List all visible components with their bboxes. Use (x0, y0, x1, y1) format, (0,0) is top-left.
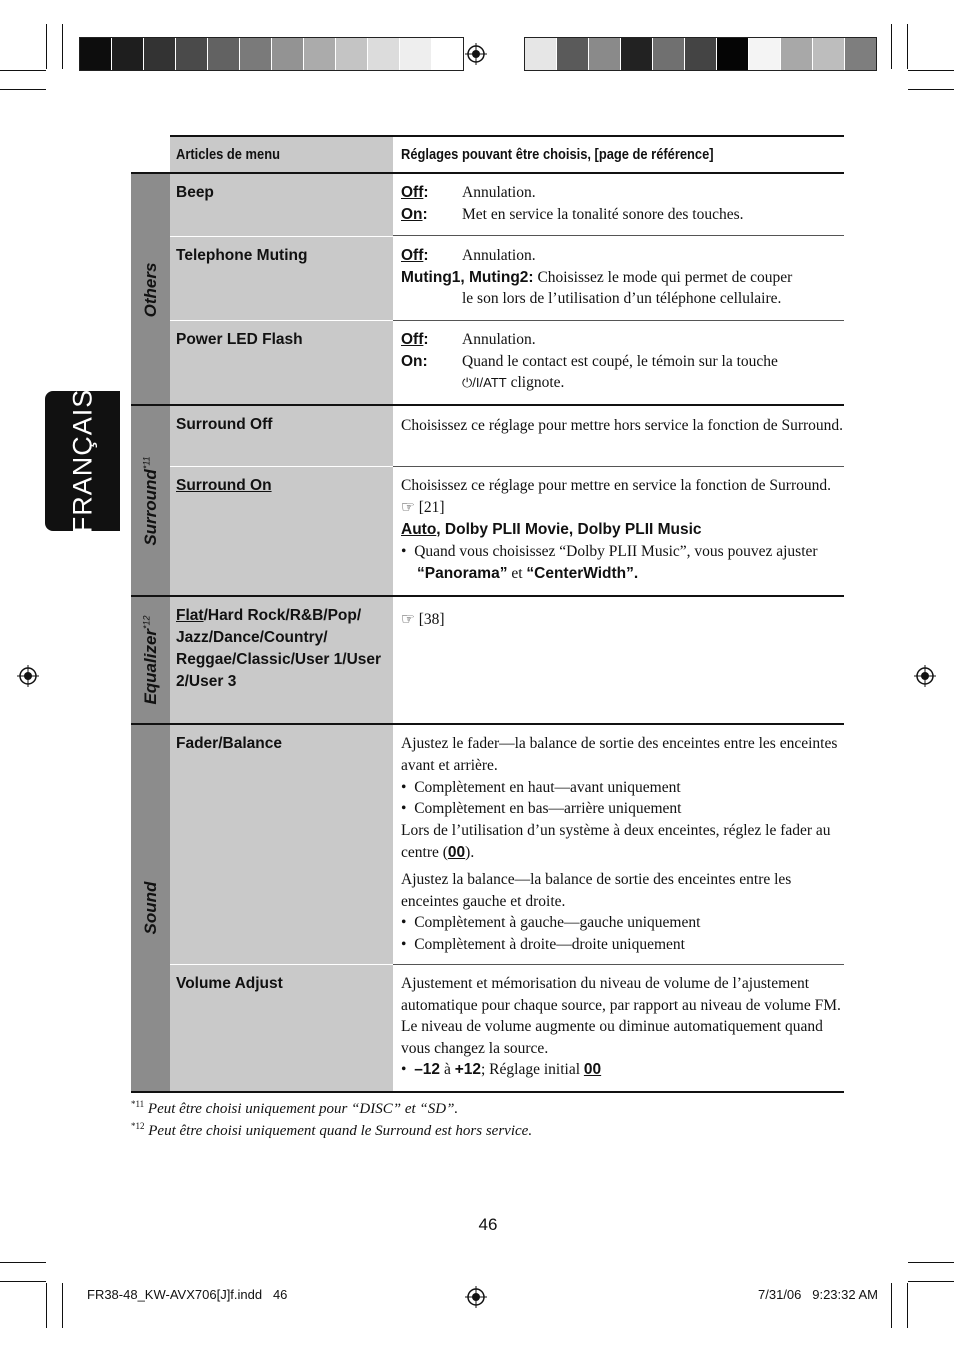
crop-mark (0, 1281, 46, 1282)
crop-mark (0, 70, 46, 71)
language-tab (45, 388, 120, 534)
section-others (131, 174, 170, 405)
section-sound-label: Sound (140, 881, 160, 935)
setting-power-led-flash: Off: Annulation. On: Quand le contact est coupé, le témoin sur la touche ⏻/I/ATT clignote. (401, 331, 778, 391)
section-surround (131, 406, 170, 595)
item-equalizer-presets: Flat/Hard Rock/R&B/Pop/ Jazz/Dance/Country/ Reggae/Classic/User 1/User 2/User 3 (170, 597, 393, 723)
header-settings (393, 137, 844, 172)
crop-mark (907, 24, 908, 69)
setting-fader-balance: Ajustez le fader—la balance de sortie des enceintes entre les enceintes avant et arrière. • Complètement en haut—avant uniquement • Complètement en bas—arrière uniquement Lors de l’utilisation d’un système à deux enceintes, réglez le fader au centre (00). Ajustez la balance—la balance de sortie des enceintes entre les enceintes gauche et droite. • Complètement à gauche—gauche uniquement • Complètement à droite—droite uniquement (401, 735, 838, 954)
setting-beep: Off: Annulation. On: Met en service la tonalité sonore des touches. (401, 184, 744, 223)
section-equalizer (131, 597, 170, 723)
setting-surround-on: Choisissez ce réglage pour mettre en service la fonction de Surround. ☞ [21] Auto, Dolby PLII Movie, Dolby PLII Music • Quand vous choisissez “Dolby PLII Music”, vous pouvez ajuster “Panorama” et “CenterWidth”. (401, 477, 831, 582)
crop-mark (62, 1283, 63, 1328)
power-att-key-icon: ⏻/I/ATT (462, 375, 507, 390)
registration-mark-icon (465, 1286, 487, 1308)
item-volume-adjust: Volume Adjust (170, 965, 393, 1091)
reference-icon: ☞ [21] (401, 499, 445, 516)
item-surround-on: Surround On (170, 467, 393, 595)
table-bottom-rule (131, 1091, 844, 1093)
crop-mark (46, 1283, 47, 1328)
section-surround-label: Surround$^{*11}$ (140, 455, 160, 546)
registration-mark-icon (465, 43, 487, 65)
crop-mark (908, 1262, 954, 1263)
item-beep: Beep (170, 174, 393, 236)
header-items-label: Articles de menu (176, 146, 280, 163)
crop-mark (62, 24, 63, 69)
footnote-11: $^{*11}$ Peut être choisi uniquement pour “DISC” et “SD”. (131, 1099, 459, 1117)
row-separator (393, 235, 844, 236)
setting-surround-off: Choisissez ce réglage pour mettre hors service la fonction de Surround. (401, 417, 844, 434)
crop-mark (0, 89, 46, 90)
slug-date: 7/31/06 9:23:32 AM (758, 1287, 878, 1302)
section-sound (131, 725, 170, 1091)
section-equalizer-label: Equalizer$^{*12}$ (140, 615, 160, 705)
registration-mark-icon (17, 665, 39, 687)
header-settings-label: Réglages pouvant être choisis, [page de référence] (401, 146, 714, 163)
setting-volume-adjust: Ajustement et mémorisation du niveau de volume de l’ajustement automatique pour chaque source, par rapport au niveau de volume FM. Le niveau de volume augmente ou diminue automatiquement quand vous changez la source. • –12 à +12; Réglage initial 00 (401, 975, 841, 1078)
header-items (170, 137, 393, 172)
crop-mark (891, 1283, 892, 1328)
page-number: 46 (478, 1215, 498, 1234)
slug-filename: FR38-48_KW-AVX706[J]f.indd 46 (87, 1287, 288, 1302)
setting-telephone-muting: Off: Annulation. Muting1, Muting2: Choisissez le mode qui permet de couper le son lors de l’utilisation d’un téléphone cellulaire. (401, 247, 793, 307)
section-others-label: Others (140, 262, 160, 317)
crop-mark (907, 1283, 908, 1328)
language-tab-label: FRANÇAIS (67, 388, 97, 534)
footnote-12: $^{*12}$ Peut être choisi uniquement quand le Surround est hors service. (131, 1121, 533, 1139)
item-fader-balance: Fader/Balance (170, 725, 393, 964)
crop-mark (891, 24, 892, 69)
item-surround-off: Surround Off (170, 406, 393, 466)
crop-mark (0, 1262, 46, 1263)
grayscale-bar-right (524, 37, 877, 71)
crop-mark (908, 70, 954, 71)
crop-mark (908, 89, 954, 90)
crop-mark (46, 24, 47, 69)
registration-mark-icon (914, 665, 936, 687)
crop-mark (908, 1281, 954, 1282)
item-power-led-flash: Power LED Flash (170, 321, 393, 405)
setting-equalizer (393, 597, 844, 723)
reference-icon: ☞ [38] (401, 611, 445, 628)
grayscale-bar-left (79, 37, 464, 71)
item-telephone-muting: Telephone Muting (170, 237, 393, 320)
